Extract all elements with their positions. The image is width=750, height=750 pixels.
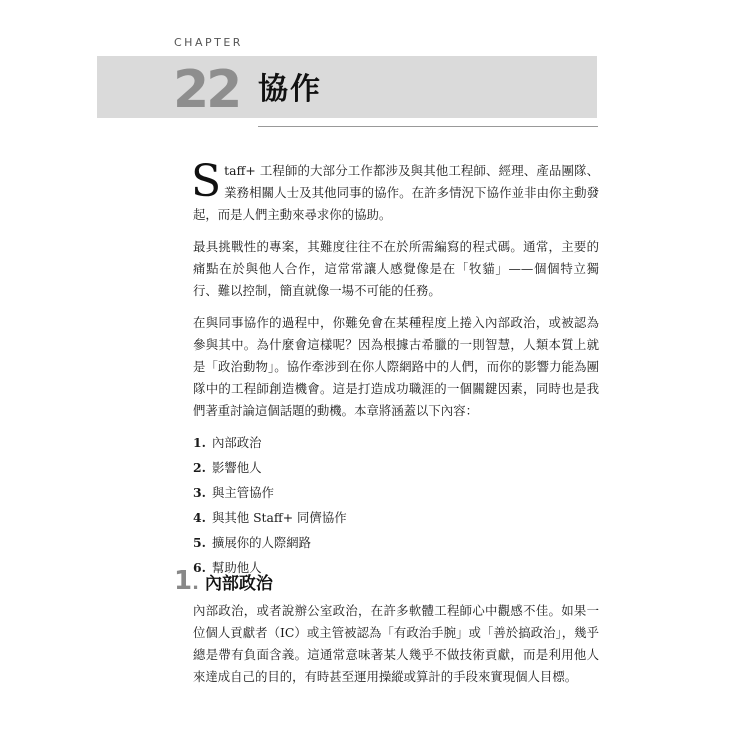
list-item-label: 與其他 Staff+ 同儕協作	[211, 510, 347, 525]
intro-text: taff+ 工程師的大部分工作都涉及與其他工程師、經理、產品團隊、業務相關人士及其他同事的協作。在許多情況下協作並非由你主動發起，而是人們主動來尋求你的協助。	[193, 163, 599, 222]
list-item	[193, 507, 599, 529]
chapter-number: 22	[173, 60, 240, 120]
list-item-label: 與主管協作	[211, 485, 274, 500]
list-item	[193, 482, 599, 504]
list-item	[193, 432, 599, 454]
chapter-title-rule	[258, 126, 598, 127]
list-item-number: 3.	[193, 485, 206, 500]
section-heading	[174, 566, 273, 596]
body-paragraph: 最具挑戰性的專案，其難度往往不在於所需編寫的程式碼。通常，主要的痛點在於與他人合作，這常常讓人感覺像是在「牧貓」——個個特立獨行、難以控制，簡直就像一場不可能的任務。	[193, 239, 599, 298]
section-title: 內部政治	[204, 574, 273, 594]
list-item-label: 影響他人	[211, 460, 262, 475]
chapter-title: 協作	[258, 72, 322, 107]
section-number-dot: .	[192, 573, 199, 594]
list-item-label: 幫助他人	[211, 560, 262, 575]
list-item	[193, 532, 599, 554]
list-item-number: 6.	[193, 560, 206, 575]
body-paragraph: 在與同事協作的過程中，你難免會在某種程度上捲入內部政治，或被認為參與其中。為什麼會這樣呢？因為根據古希臘的一則智慧，人類本質上就是「政治動物」。協作牽涉到在你人際網路中的人們，而你的影響力能為團隊中的工程師創造機會。這是打造成功職涯的一個關鍵因素，同時也是我們著重討論這個話題的動機。本章將涵蓋以下內容：	[193, 315, 599, 418]
intro-paragraph	[191, 156, 599, 226]
list-item-number: 4.	[193, 510, 206, 525]
list-item-number: 1.	[193, 435, 206, 450]
chapter-intro-content	[191, 156, 599, 582]
list-item-label: 擴展你的人際網路	[211, 535, 312, 550]
list-item-number: 2.	[193, 460, 206, 475]
topic-list	[193, 432, 599, 579]
drop-cap: S	[191, 156, 222, 207]
section-body-paragraph: 內部政治，或者說辦公室政治，在許多軟體工程師心中觀感不佳。如果一位個人貢獻者（IC）或主管被認為「有政治手腕」或「善於搞政治」，幾乎總是帶有負面含義。這通常意味著某人幾乎不做技術貢獻，而是利用他人來達成自己的目的，有時甚至運用操縱或算計的手段來實現個人目標。	[193, 603, 599, 684]
list-item-number: 5.	[193, 535, 206, 550]
chapter-label: CHAPTER	[174, 36, 243, 49]
list-item-label: 內部政治	[211, 435, 262, 450]
list-item	[193, 457, 599, 479]
chapter-header-band	[97, 56, 597, 118]
section-number: 1	[174, 566, 193, 596]
